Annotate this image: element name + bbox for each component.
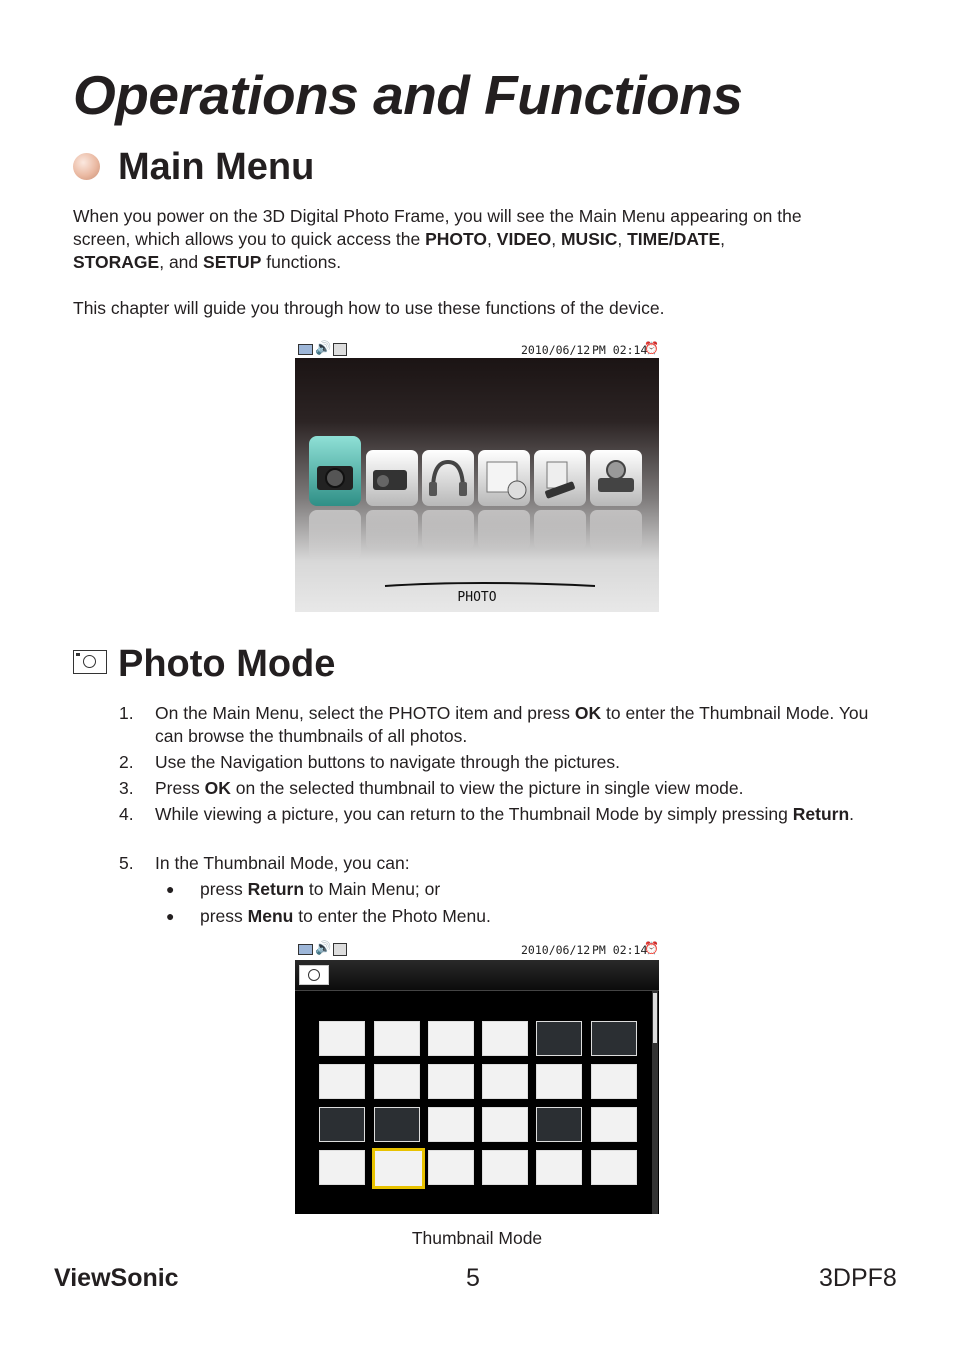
thumbnail-item[interactable] bbox=[591, 1064, 637, 1099]
page-title: Operations and Functions bbox=[73, 64, 743, 126]
menu-icons-svg bbox=[295, 358, 659, 612]
thumbnail-item[interactable] bbox=[428, 1150, 474, 1185]
music-tile-icon bbox=[422, 450, 474, 550]
battery-icon bbox=[298, 344, 313, 355]
footer-model: 3DPF8 bbox=[819, 1264, 897, 1292]
speaker-icon: 🔊 bbox=[315, 941, 332, 956]
status-bar bbox=[295, 340, 659, 360]
selected-menu-label: PHOTO bbox=[457, 590, 497, 605]
thumbnail-grid bbox=[295, 991, 659, 1214]
main-menu-heading: Main Menu bbox=[118, 146, 315, 188]
thumbnail-item[interactable] bbox=[319, 1150, 365, 1185]
storage-tile-icon bbox=[534, 450, 586, 550]
thumbnail-item[interactable] bbox=[319, 1107, 365, 1142]
thumbnail-item[interactable] bbox=[536, 1150, 582, 1185]
step-item: 5. In the Thumbnail Mode, you can: bbox=[119, 853, 410, 873]
thumbnail-item[interactable] bbox=[319, 1021, 365, 1056]
sub-bullet-item: ● press Return to Main Menu; or bbox=[166, 879, 441, 899]
main-menu-intro: When you power on the 3D Digital Photo Frame, you will see the Main Menu appearing on the screen, which allows you to quick access the PHOTO, VIDEO, MUSIC, TIME/DATE, STORAGE, and SETUP functions. bbox=[73, 206, 802, 272]
card-icon bbox=[333, 943, 347, 956]
card-icon bbox=[333, 343, 347, 356]
thumbnail-item[interactable] bbox=[374, 1064, 420, 1099]
thumbnail-caption: Thumbnail Mode bbox=[411, 1228, 543, 1248]
scrollbar[interactable] bbox=[652, 991, 658, 1214]
menu-background bbox=[295, 358, 659, 612]
thumbnail-item[interactable] bbox=[428, 1064, 474, 1099]
main-menu-screenshot bbox=[295, 340, 659, 612]
thumbnail-item-selected[interactable] bbox=[372, 1148, 425, 1189]
camera-icon bbox=[299, 965, 329, 985]
camera-section-icon bbox=[73, 650, 107, 674]
timedate-tile-icon bbox=[478, 450, 530, 550]
thumbnail-item[interactable] bbox=[591, 1107, 637, 1142]
alarm-icon: ⏰ bbox=[644, 341, 659, 355]
setup-tile-icon bbox=[590, 450, 642, 550]
thumbnail-mode-screenshot bbox=[295, 940, 659, 1214]
thumbnail-item[interactable] bbox=[591, 1150, 637, 1185]
step-item: 3. Press OK on the selected thumbnail to view the picture in single view mode. bbox=[119, 778, 744, 798]
photo-tile-icon bbox=[309, 436, 361, 560]
thumbnail-item[interactable] bbox=[536, 1107, 582, 1142]
main-menu-guide-text: This chapter will guide you through how to use these functions of the device. bbox=[73, 298, 665, 318]
photo-mode-steps bbox=[73, 702, 873, 928]
footer-page-number: 5 bbox=[466, 1264, 480, 1292]
status-bar bbox=[295, 940, 659, 960]
thumbnail-item[interactable] bbox=[536, 1021, 582, 1056]
thumbnail-item[interactable] bbox=[482, 1150, 528, 1185]
thumbnail-item[interactable] bbox=[591, 1021, 637, 1056]
thumbnail-item[interactable] bbox=[482, 1064, 528, 1099]
battery-icon bbox=[298, 944, 313, 955]
status-time: PM 02:14 bbox=[592, 943, 648, 957]
sub-bullet-item: ● press Menu to enter the Photo Menu. bbox=[166, 906, 491, 926]
step-item: 1. On the Main Menu, select the PHOTO item and press OK to enter the Thumbnail Mode. You can browse the thumbnails of all photos. bbox=[119, 703, 869, 746]
thumbnail-header bbox=[295, 960, 659, 991]
status-date: 2010/06/12 bbox=[521, 343, 591, 357]
thumbnail-item[interactable] bbox=[482, 1107, 528, 1142]
step-item: 4. While viewing a picture, you can return to the Thumbnail Mode by simply pressing Return. bbox=[119, 804, 855, 824]
step-item: 2. Use the Navigation buttons to navigate through the pictures. bbox=[119, 752, 621, 772]
thumbnail-item[interactable] bbox=[374, 1107, 420, 1142]
footer-brand: ViewSonic bbox=[54, 1264, 179, 1292]
speaker-icon: 🔊 bbox=[315, 341, 332, 356]
thumbnail-item[interactable] bbox=[482, 1021, 528, 1056]
thumbnail-item[interactable] bbox=[428, 1107, 474, 1142]
thumbnail-item[interactable] bbox=[536, 1064, 582, 1099]
status-date: 2010/06/12 bbox=[521, 943, 591, 957]
thumbnail-item[interactable] bbox=[428, 1021, 474, 1056]
thumbnail-item[interactable] bbox=[374, 1021, 420, 1056]
section-bullet-icon bbox=[73, 153, 100, 180]
photo-mode-heading: Photo Mode bbox=[118, 643, 336, 685]
alarm-icon: ⏰ bbox=[644, 941, 659, 955]
video-tile-icon bbox=[366, 450, 418, 550]
thumbnail-item[interactable] bbox=[319, 1064, 365, 1099]
status-time: PM 02:14 bbox=[592, 343, 648, 357]
